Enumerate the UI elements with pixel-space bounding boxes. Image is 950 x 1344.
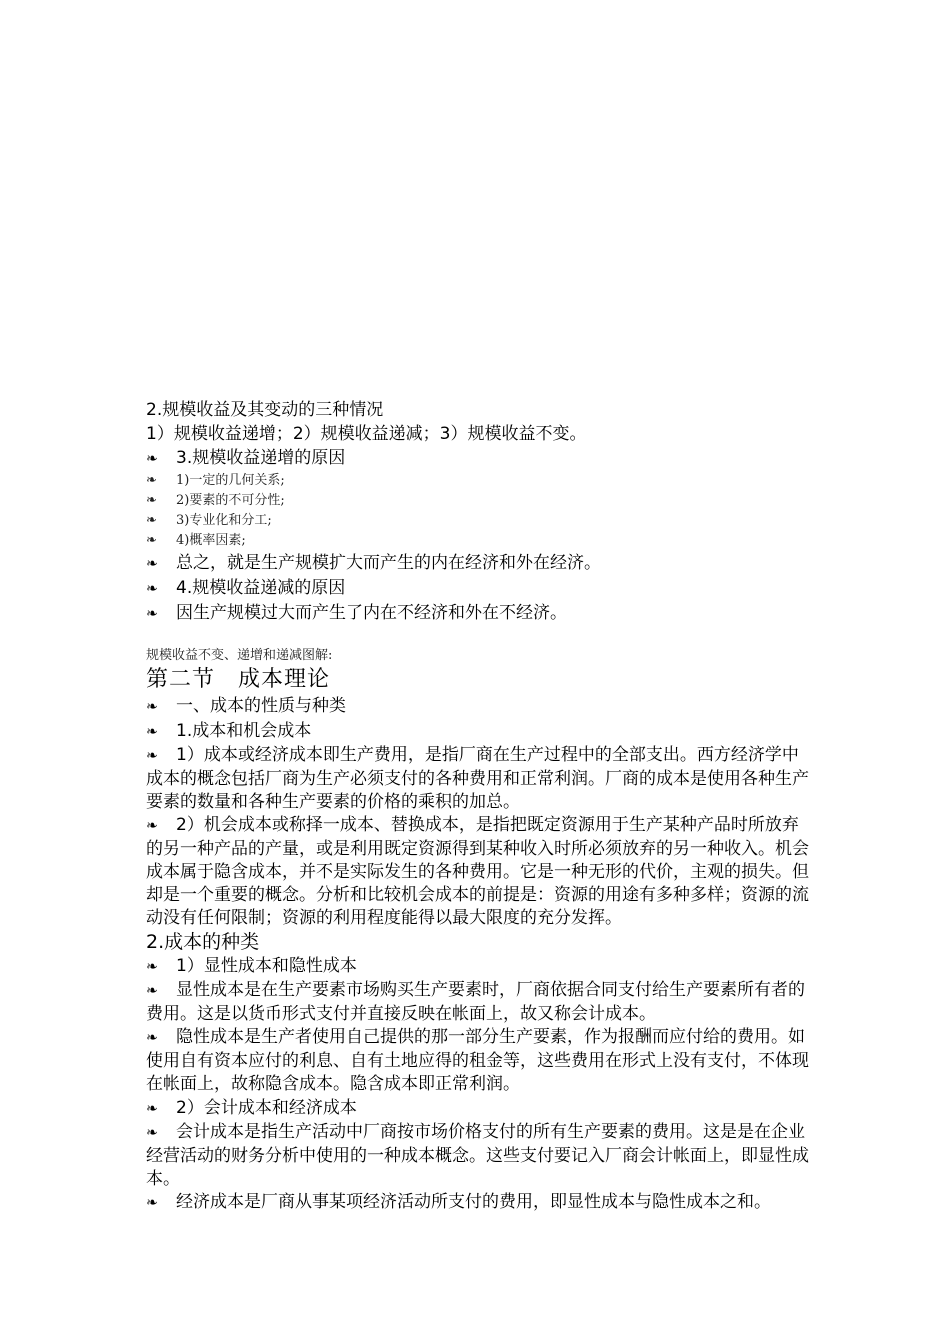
bullet-icon: ❧ xyxy=(146,493,157,508)
bullet-icon: ❧ xyxy=(146,451,158,467)
bullet-icon: ❧ xyxy=(146,983,158,999)
bullet-icon: ❧ xyxy=(146,1125,158,1141)
list-item: ❧ 3)专业化和分工; xyxy=(146,511,810,531)
list-item: ❧ 4)概率因素; xyxy=(146,531,810,551)
paragraph: ❧ 2）机会成本或称择一成本、替换成本，是指把既定资源用于生产某种产品时所放弃的另一种产品的产量，或是利用既定资源得到某种收入时所必须放弃的另一种收入。机会成本属于隐含成本，并不是实际发生的各种费用。它是一种无形的代价，主观的损失。但却是一个重要的概念。分析和比较机会成本的前提是：资源的用途有多种多样；资源的流动没有任何限制；资源的利用程度能得以最大限度的充分发挥。 xyxy=(146,815,809,928)
bullet-icon: ❧ xyxy=(146,724,158,740)
bullet-icon: ❧ xyxy=(146,959,158,975)
paragraph: ❧ 隐性成本是生产者使用自己提供的那一部分生产要素，作为报酬而应付给的费用。如使用自有资本应付的利息、自有土地应得的租金等，这些费用在形式上没有支付，不体现在帐面上，故称隐含成本。隐含成本即正常利润。 xyxy=(146,1027,809,1094)
list-item: ❧ 2）会计成本和经济成本 xyxy=(146,1096,810,1121)
bullet-icon: ❧ xyxy=(146,606,158,622)
bullet-icon: ❧ xyxy=(146,1195,158,1211)
bullet-icon: ❧ xyxy=(146,513,157,528)
bullet-icon: ❧ xyxy=(146,818,158,834)
paragraph: ❧ 1）成本或经济成本即生产费用，是指厂商在生产过程中的全部支出。西方经济学中成本的概念包括厂商为生产必须支付的各种费用和正常利润。厂商的成本是使用各种生产要素的数量和各种生产要素的价格的乘积的加总。 xyxy=(146,745,809,812)
list-item: ❧ 1）显性成本和隐性成本 xyxy=(146,954,810,979)
list-item: ❧ 因生产规模过大而产生了内在不经济和外在不经济。 xyxy=(146,601,810,626)
section-title: 第二节 成本理论 xyxy=(146,667,331,692)
list-item: ❧ 1.成本和机会成本 xyxy=(146,719,810,744)
list-item: ❧ 4.规模收益递减的原因 xyxy=(146,576,810,601)
scale-returns-cases: 1）规模收益递增；2）规模收益递减；3）规模收益不变。 xyxy=(146,424,587,444)
paragraph: ❧ 会计成本是指生产活动中厂商按市场价格支付的所有生产要素的费用。这是是在企业经营活动的财务分析中使用的一种成本概念。这些支付要记入厂商会计帐面上，即显性成本。 xyxy=(146,1122,809,1189)
bullet-icon: ❧ xyxy=(146,473,157,488)
figure-caption: 规模收益不变、递增和递减图解: xyxy=(146,648,333,663)
heading-cost-types: 2.成本的种类 xyxy=(146,931,260,953)
list-item: ❧ 1)一定的几何关系; xyxy=(146,471,810,491)
list-item: ❧ 一、成本的性质与种类 xyxy=(146,694,810,719)
bullet-icon: ❧ xyxy=(146,1030,158,1046)
list-item: ❧ 总之，就是生产规模扩大而产生的内在经济和外在经济。 xyxy=(146,551,810,576)
bullet-icon: ❧ xyxy=(146,556,158,572)
bullet-icon: ❧ xyxy=(146,533,157,548)
bullet-icon: ❧ xyxy=(146,581,158,597)
bullet-icon: ❧ xyxy=(146,1101,158,1117)
list-item: ❧ 2)要素的不可分性; xyxy=(146,491,810,511)
heading-scale-returns: 2.规模收益及其变动的三种情况 xyxy=(146,400,384,420)
bullet-icon: ❧ xyxy=(146,748,158,764)
list-item: ❧ 3.规模收益递增的原因 xyxy=(146,446,810,471)
paragraph: ❧ 经济成本是厂商从事某项经济活动所支付的费用，即显性成本与隐性成本之和。 xyxy=(146,1191,810,1215)
paragraph: ❧ 显性成本是在生产要素市场购买生产要素时，厂商依据合同支付给生产要素所有者的费用。这是以货币形式支付并直接反映在帐面上，故又称会计成本。 xyxy=(146,980,805,1024)
document-body xyxy=(146,398,810,1215)
bullet-icon: ❧ xyxy=(146,699,158,715)
